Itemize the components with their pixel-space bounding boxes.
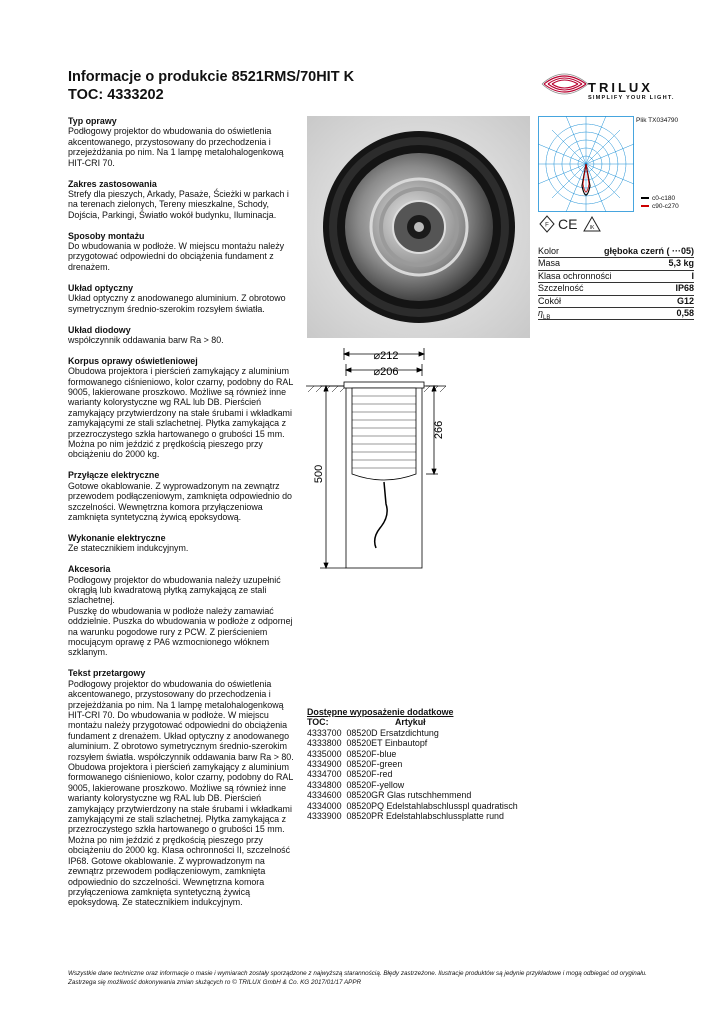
spec-label: Klasa ochronności bbox=[538, 270, 612, 281]
spec-table bbox=[538, 246, 694, 320]
accessory-toc: 4334900 bbox=[307, 759, 342, 770]
spec-row-kolor bbox=[538, 246, 694, 258]
spec-row-eta bbox=[538, 308, 694, 320]
section-heading: Sposoby montażu bbox=[68, 230, 145, 241]
spec-value: IP68 bbox=[675, 283, 694, 294]
accessory-article: 08520F-red bbox=[346, 769, 393, 780]
accessory-article: 08520GR Glas rutschhemmend bbox=[346, 790, 472, 801]
accessory-row bbox=[307, 780, 607, 790]
section-heading: Korpus oprawy oświetleniowej bbox=[68, 355, 198, 366]
accessory-toc: 4334000 bbox=[307, 800, 342, 811]
accessory-toc: 4334800 bbox=[307, 779, 342, 790]
file-label: Plik TX034790 bbox=[636, 117, 679, 124]
section-przylacze bbox=[68, 470, 294, 522]
accessory-row bbox=[307, 738, 607, 748]
svg-text:F: F bbox=[545, 222, 549, 229]
spec-value: I bbox=[691, 270, 694, 281]
accessory-toc: 4333700 bbox=[307, 727, 342, 738]
dim-outer-diameter: ⌀212 bbox=[373, 350, 399, 362]
accessory-row bbox=[307, 759, 607, 769]
accessory-article: 08520D Ersatzdichtung bbox=[346, 727, 439, 738]
dim-total-height: 500 bbox=[313, 464, 325, 484]
section-heading: Typ oprawy bbox=[68, 116, 117, 126]
accessory-row bbox=[307, 749, 607, 759]
section-text: Strefy dla pieszych, Arkady, Pasaże, Ścieżki w parkach i na terenach zielonych, Tereny mieszkalne, Schody, Dojścia, Parkingi, Światło wokół budynku, Iluminacja. bbox=[68, 188, 289, 220]
dim-fixture-height: 266 bbox=[433, 420, 445, 440]
section-heading: Akcesoria bbox=[68, 564, 111, 575]
accessory-article: 08520PQ Edelstahlabschlusspl quadratisch bbox=[346, 800, 518, 811]
section-heading: Przyłącze elektryczne bbox=[68, 470, 160, 481]
section-korpus bbox=[68, 356, 294, 460]
enec-icon bbox=[540, 216, 554, 232]
spec-value: 5,3 kg bbox=[668, 258, 694, 269]
section-text: Podłogowy projektor do wbudowania należy uzupełnić okrągłą lub kwadratową płytką zamykającą ze stali szlachetnej. Puszkę do wbudowania w podłoże należy zamawiać oddzielnie. Puszka do wbudowania w podłoże z odpornej na warunku pogodowe rury z PCW. Z pierścieniem mocującym oprawę z PA6 wzmocnionego włóknem szklanym. bbox=[68, 574, 293, 658]
accessory-row bbox=[307, 790, 607, 800]
accessory-row bbox=[307, 801, 607, 811]
accessory-article: 08520F-blue bbox=[346, 748, 397, 759]
spec-label: Kolor bbox=[538, 246, 560, 256]
accessory-article: 08520PR Edelstahlabschlussplatte rund bbox=[346, 811, 504, 822]
section-text: Gotowe okablowanie. Z wyprowadzonym na zewnątrz przewodem podłączeniowym, zamknięta odpowiednio do szczelności. Wewnętrzna komora przyłączeniowa zamknięta syntetyczną żywicą epoksydową. bbox=[68, 480, 292, 522]
ik-icon bbox=[584, 217, 600, 231]
accessories-list bbox=[307, 707, 607, 821]
accessory-toc: 4334700 bbox=[307, 769, 342, 780]
section-uklad-optyczny bbox=[68, 283, 294, 314]
spec-value: głęboka czerń ( ···05) bbox=[603, 246, 694, 256]
spec-value: G12 bbox=[676, 295, 694, 306]
legend-swatch bbox=[641, 205, 649, 207]
accessory-row bbox=[307, 769, 607, 779]
accessory-toc: 4333800 bbox=[307, 738, 342, 749]
section-heading: Zakres zastosowania bbox=[68, 178, 157, 189]
legend-swatch bbox=[641, 197, 649, 199]
accessories-header bbox=[307, 717, 607, 727]
logo-tagline: SIMPLIFY YOUR LIGHT. bbox=[588, 95, 675, 101]
polar-diagram bbox=[538, 116, 634, 212]
section-heading: Układ diodowy bbox=[68, 324, 131, 335]
eta-symbol: η bbox=[538, 307, 543, 318]
section-uklad-diodowy bbox=[68, 325, 294, 346]
svg-text:CE: CE bbox=[558, 216, 578, 232]
section-wykonanie bbox=[68, 533, 294, 554]
section-tekst-przetargowy bbox=[68, 668, 294, 907]
section-text: Podłogowy projektor do wbudowania do oświetlenia akcentowanego, przystosowany do przechodzenia i przejeżdżania po nim. Na 1 lampę metalohalogenkową HIT-CRI 70. Do wbudowania w podłoże. W miejscu montażu należy przygotować odpowiedni do obciążenia fundament z drenażem. Układ optyczny z anodowanego aluminium. Z obrotowo symetrycznym średnio-szerokim rozsyłem światła. współczynnik oddawania barw Ra > 80. Obudowa projektora i pierścień zamykający z aluminium formowanego ciśnieniowo, kolor czarny, podobny do RAL 9005, lakierowane proszkowo. Możliwe są również inne warianty kolorystyczne wg RAL lub DB. Pierścień zamykający przytwierdzony na stałe śrubami i wkładkami zamykającymi ze stali szlachetnej. Płytka zamykająca z przezroczystego szkła hartowanego o grubości 15 mm. Można po nim jeździć z prędkością pieszego przy obciążeniu do 2000 kg. Klasa ochronności II, szczelność IP68. Gotowe okablowanie. Z wyprowadzonym na zewnątrz przewodem podłączeniowym, zamknięta odpowiednio do szczelności. Wewnętrzna komora przyłączeniowa zamknięta syntetyczną żywicą epoksydową. Ze statecznikiem indukcyjnym. bbox=[68, 678, 294, 908]
footer-disclaimer: Wszystkie dane techniczne oraz informacje o masie i wymiarach zostały sporządzone z najwyższą starannością. Błędy zastrzeżone. Ilustracje produktów są jedynie przykładowe i mogą odbiegać od oryginału. Zastrzega się możliwość dokonywania zmian służących ro © TRILUX GmbH & Co. KG 2017/01/17 APPR bbox=[68, 970, 647, 986]
accessory-row bbox=[307, 811, 607, 821]
spec-label: Cokół bbox=[538, 295, 562, 306]
section-heading: Układ optyczny bbox=[68, 282, 134, 293]
accessory-toc: 4334600 bbox=[307, 790, 342, 801]
section-text: Obudowa projektora i pierścień zamykający z aluminium formowanego ciśnieniowo, kolor czarny, podobny do RAL 9005, lakierowane proszkowo. Możliwe są również inne warianty kolorystyczne wg RAL lub DB. Pierścień zamykający przytwierdzony na stałe śrubami i wkładkami zamykającymi ze stali szlachetnej. Płytka zamykająca z przezroczystego szkła hartowanego o grubości 15 mm. Można po nim jeździć z prędkością pieszego przy obciążeniu do 2000 kg. bbox=[68, 366, 293, 460]
accessory-article: 08520F-yellow bbox=[346, 779, 405, 790]
section-typ-oprawy bbox=[68, 116, 294, 168]
logo-brand: TRILUX bbox=[588, 80, 653, 95]
spec-label bbox=[538, 308, 550, 319]
spec-row-masa bbox=[538, 258, 694, 270]
accessory-toc: 4335000 bbox=[307, 748, 342, 759]
accessory-toc: 4333900 bbox=[307, 811, 342, 822]
section-heading: Tekst przetargowy bbox=[68, 668, 146, 679]
ce-icon bbox=[558, 216, 577, 232]
legend-c90 bbox=[641, 203, 679, 211]
spec-label: Szczelność bbox=[538, 283, 584, 294]
certification-icons bbox=[538, 214, 618, 234]
legend-label: c90-c270 bbox=[652, 203, 679, 210]
product-description bbox=[68, 116, 294, 918]
dimension-drawing bbox=[300, 344, 450, 570]
section-text: współczynnik oddawania barw Ra > 80. bbox=[68, 334, 224, 345]
spec-row-szczelnosc bbox=[538, 283, 694, 295]
spec-value: 0,58 bbox=[676, 307, 694, 318]
col-article: Artykuł bbox=[395, 717, 426, 728]
section-zakres bbox=[68, 179, 294, 221]
product-photo bbox=[307, 116, 530, 338]
toc-title: TOC: 4333202 bbox=[68, 87, 164, 103]
legend-label: c0-c180 bbox=[652, 195, 676, 202]
accessory-article: 08520ET Einbautopf bbox=[346, 738, 428, 749]
section-text: Podłogowy projektor do wbudowania do oświetlenia akcentowanego, przystosowany do przechodzenia i przejeżdżania po nim. Na 1 lampę metalohalogenkową HIT-CRI 70. bbox=[68, 126, 284, 168]
dim-inner-diameter: ⌀206 bbox=[373, 366, 399, 378]
spec-row-cokol bbox=[538, 296, 694, 308]
section-text: Układ optyczny z anodowanego aluminium. Z obrotowo symetrycznym średnio-szerokim rozsyłem światła. bbox=[68, 293, 286, 314]
section-text: Ze statecznikiem indukcyjnym. bbox=[68, 543, 189, 554]
accessory-row bbox=[307, 728, 607, 738]
eta-subscript: LB bbox=[543, 314, 551, 321]
svg-text:IK: IK bbox=[589, 225, 595, 231]
section-montaz bbox=[68, 231, 294, 273]
accessories-title: Dostępne wyposażenie dodatkowe bbox=[307, 707, 454, 717]
section-heading: Wykonanie elektryczne bbox=[68, 532, 166, 543]
section-akcesoria bbox=[68, 564, 294, 658]
spec-row-klasa bbox=[538, 271, 694, 283]
product-title: Informacje o produkcie 8521RMS/70HIT K bbox=[68, 69, 355, 85]
polar-legend bbox=[641, 195, 679, 211]
accessory-article: 08520F-green bbox=[346, 759, 403, 770]
spec-label: Masa bbox=[538, 258, 561, 269]
section-text: Do wbudowania w podłoże. W miejscu montażu należy przygotować odpowiedni do obciążenia fundament z drenażem. bbox=[68, 241, 285, 272]
col-toc: TOC: bbox=[307, 717, 329, 728]
legend-c0 bbox=[641, 195, 679, 203]
page-title bbox=[68, 68, 354, 104]
